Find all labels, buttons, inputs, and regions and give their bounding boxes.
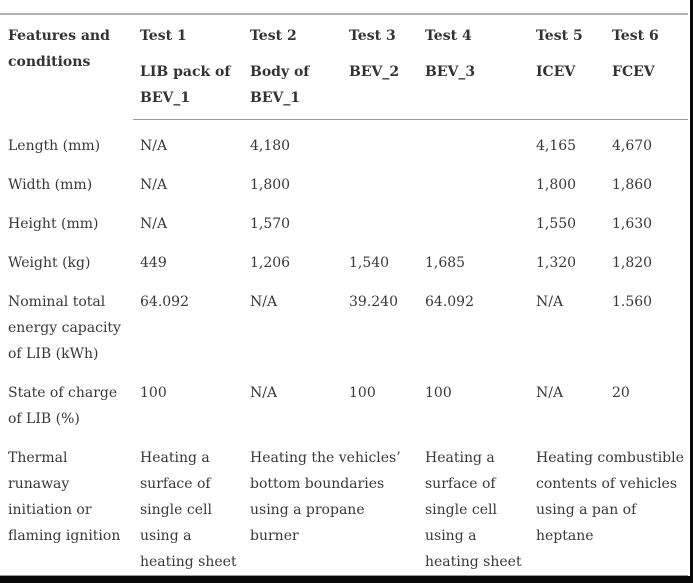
vehicle-fire-test-table [0, 13, 688, 576]
test-subject: Body of BEV_1 [250, 64, 310, 106]
test-label: Test 4 [425, 28, 472, 44]
cell: 4,165 [536, 138, 577, 154]
cell: 100 [140, 385, 167, 401]
cell: N/A [140, 216, 168, 232]
feature-label: Nominal total energy capacity of LIB (kWh) [8, 294, 121, 362]
col-header-features [0, 14, 133, 120]
cell [342, 159, 418, 198]
cell [418, 198, 529, 237]
col-header-test-5 [529, 14, 605, 120]
cell-span-test5-6: Heating combustible contents of vehicles using a pan of heptane [536, 450, 684, 544]
cell: 39.240 [349, 294, 398, 310]
cell: 1,320 [536, 255, 577, 271]
cell [418, 159, 529, 198]
col-header-test-6 [605, 14, 688, 120]
row-thermal-runaway [0, 432, 688, 576]
cell: 1.560 [612, 294, 653, 310]
cell: N/A [536, 385, 564, 401]
row-height [0, 198, 688, 237]
cell: 1,570 [250, 216, 291, 232]
cell: 1,860 [612, 177, 653, 193]
cell: N/A [536, 294, 564, 310]
cell: 100 [349, 385, 376, 401]
test-label: Test 6 [612, 28, 659, 44]
cell: 64.092 [425, 294, 474, 310]
cell: 449 [140, 255, 167, 271]
cell: Heating a surface of single cell using a heating sheet [425, 450, 522, 570]
test-subject: ICEV [536, 64, 576, 80]
cell: N/A [140, 138, 168, 154]
cell: N/A [250, 385, 278, 401]
cell: 1,630 [612, 216, 653, 232]
feature-label: Weight (kg) [8, 255, 91, 271]
header-row [0, 14, 688, 120]
cell: N/A [250, 294, 278, 310]
feature-label: Width (mm) [8, 177, 93, 193]
cell: 1,685 [425, 255, 466, 271]
cell: 1,820 [612, 255, 653, 271]
cell [342, 198, 418, 237]
cell: 1,800 [250, 177, 291, 193]
cell: 4,180 [250, 138, 291, 154]
cell: 1,800 [536, 177, 577, 193]
row-length [0, 120, 688, 160]
cell: Heating a surface of single cell using a heating sheet [140, 450, 237, 570]
col-header-test-4 [418, 14, 529, 120]
test-subject: BEV_3 [425, 64, 476, 80]
cell [342, 120, 418, 160]
test-subject: BEV_2 [349, 64, 400, 80]
cell [418, 120, 529, 160]
test-label: Test 3 [349, 28, 396, 44]
col-header-test-1 [133, 14, 243, 120]
cell-span-test2-3: Heating the vehicles’ bottom boundaries using a propane burner [250, 450, 401, 544]
feature-label: Height (mm) [8, 216, 99, 232]
cell: N/A [140, 177, 168, 193]
feature-label: Length (mm) [8, 137, 101, 154]
test-subject: LIB pack of BEV_1 [140, 64, 231, 106]
test-label: Test 5 [536, 28, 583, 44]
cell: 100 [425, 385, 452, 401]
test-label: Test 1 [140, 28, 187, 44]
cell: 1,206 [250, 255, 291, 271]
table-header [0, 14, 688, 120]
cell: 1,550 [536, 216, 577, 232]
test-subject: FCEV [612, 64, 655, 80]
cell: 20 [612, 385, 630, 401]
features-header-label: Features and conditions [8, 28, 110, 70]
feature-label: Thermal runaway initiation or flaming ignition [8, 450, 121, 544]
col-header-test-3 [342, 14, 418, 120]
cell: 4,670 [612, 138, 653, 154]
test-label: Test 2 [250, 28, 297, 44]
cell: 1,540 [349, 255, 390, 271]
row-energy-capacity [0, 276, 688, 367]
cell: 64.092 [140, 294, 189, 310]
col-header-test-2 [243, 14, 342, 120]
row-width [0, 159, 688, 198]
row-weight [0, 237, 688, 276]
table-body [0, 120, 688, 576]
row-state-of-charge [0, 367, 688, 432]
feature-label: State of charge of LIB (%) [8, 385, 118, 427]
